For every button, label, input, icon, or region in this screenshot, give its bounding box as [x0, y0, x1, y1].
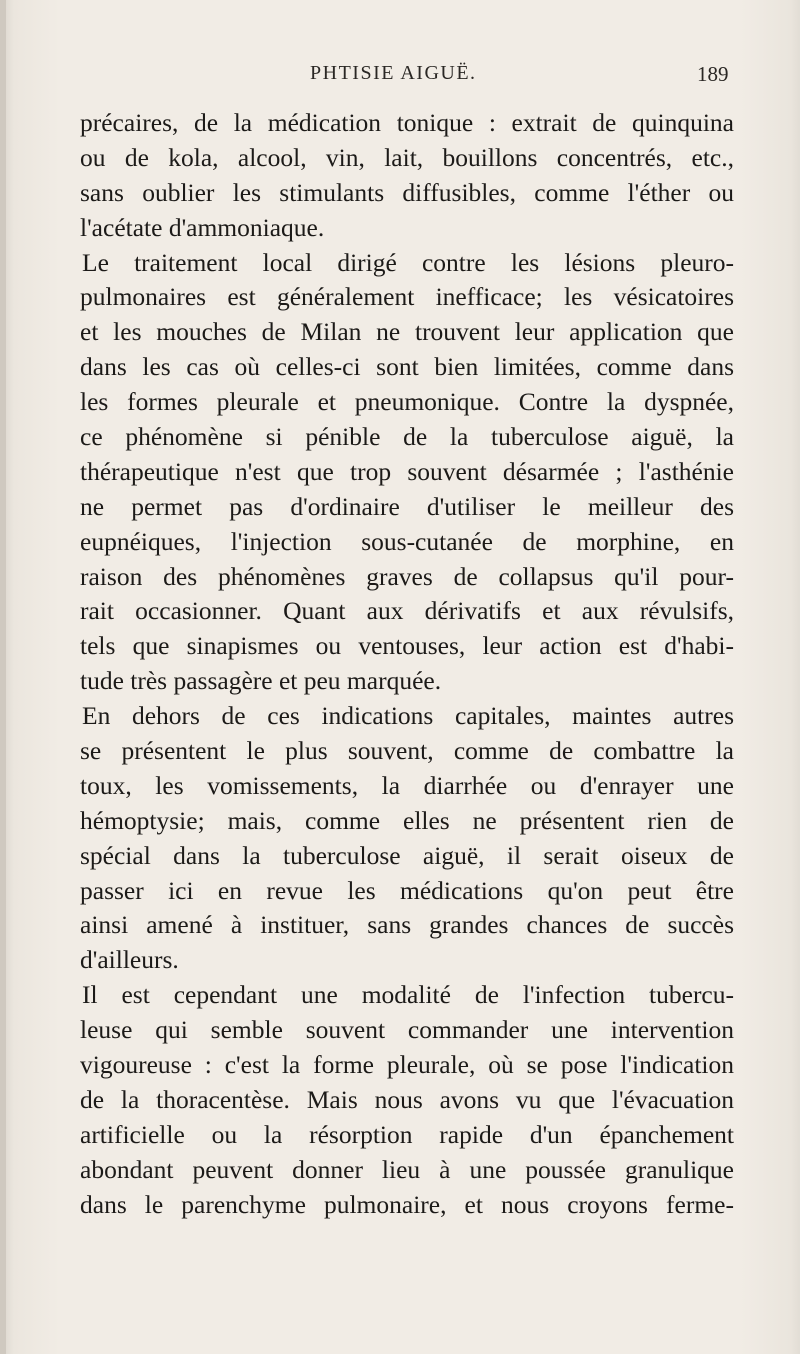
- text-line: rait occasionner. Quant aux dérivatifs et aux révulsifs,: [80, 596, 734, 626]
- running-head-title: PHTISIE AIGUË.: [310, 62, 477, 84]
- text-line: pulmonaires est généralement inefficace; les vésicatoires: [80, 282, 734, 312]
- running-head: [0, 62, 800, 92]
- text-line: spécial dans la tuberculose aiguë, il serait oiseux de: [80, 840, 734, 870]
- text-line: Le traitement local dirigé contre les lésions pleuro-: [82, 247, 734, 277]
- text-line: l'acétate d'ammoniaque.: [80, 212, 325, 242]
- body-text: [80, 106, 734, 1223]
- text-line: artificielle ou la résorption rapide d'un épanchement: [80, 1119, 734, 1149]
- text-line: tels que sinapismes ou ventouses, leur action est d'habi-: [80, 631, 734, 661]
- text-line: eupnéiques, l'injection sous-cutanée de morphine, en: [80, 526, 734, 556]
- text-line: vigoureuse : c'est la forme pleurale, où se pose l'indication: [80, 1050, 734, 1080]
- text-line: passer ici en revue les médications qu'on peut être: [80, 875, 734, 905]
- text-line: se présentent le plus souvent, comme de combattre la: [80, 736, 734, 766]
- text-line: tude très passagère et peu marquée.: [80, 666, 442, 696]
- text-line: les formes pleurale et pneumonique. Contre la dyspnée,: [80, 387, 734, 417]
- text-line: abondant peuvent donner lieu à une poussée granulique: [80, 1154, 734, 1184]
- text-line: ainsi amené à instituer, sans grandes chances de succès: [80, 910, 734, 940]
- page-number: 189: [697, 62, 729, 86]
- text-line: thérapeutique n'est que trop souvent désarmée ; l'asthénie: [80, 456, 734, 486]
- text-line: raison des phénomènes graves de collapsus qu'il pour-: [80, 561, 734, 591]
- text-line: de la thoracentèse. Mais nous avons vu que l'évacuation: [80, 1084, 734, 1114]
- text-line: précaires, de la médication tonique : extrait de quinquina: [80, 108, 734, 137]
- text-line: ne permet pas d'ordinaire d'utiliser le meilleur des: [80, 491, 734, 521]
- text-line: sans oublier les stimulants diffusibles, comme l'éther ou: [80, 177, 734, 207]
- text-line: Il est cependant une modalité de l'infection tubercu-: [82, 980, 734, 1010]
- text-line: ou de kola, alcool, vin, lait, bouillons concentrés, etc.,: [80, 142, 734, 172]
- page-binding-edge: [0, 0, 6, 1354]
- text-line: hémoptysie; mais, comme elles ne présentent rien de: [80, 805, 734, 835]
- text-line: leuse qui semble souvent commander une intervention: [80, 1015, 734, 1045]
- text-line: ce phénomène si pénible de la tuberculose aiguë, la: [80, 422, 734, 452]
- text-line: et les mouches de Milan ne trouvent leur application que: [80, 317, 734, 347]
- text-line: d'ailleurs.: [80, 945, 179, 975]
- text-line: En dehors de ces indications capitales, maintes autres: [82, 701, 734, 731]
- text-line: dans le parenchyme pulmonaire, et nous croyons ferme-: [80, 1189, 734, 1219]
- text-line: toux, les vomissements, la diarrhée ou d'enrayer une: [80, 770, 734, 800]
- text-line: dans les cas où celles-ci sont bien limitées, comme dans: [80, 352, 734, 382]
